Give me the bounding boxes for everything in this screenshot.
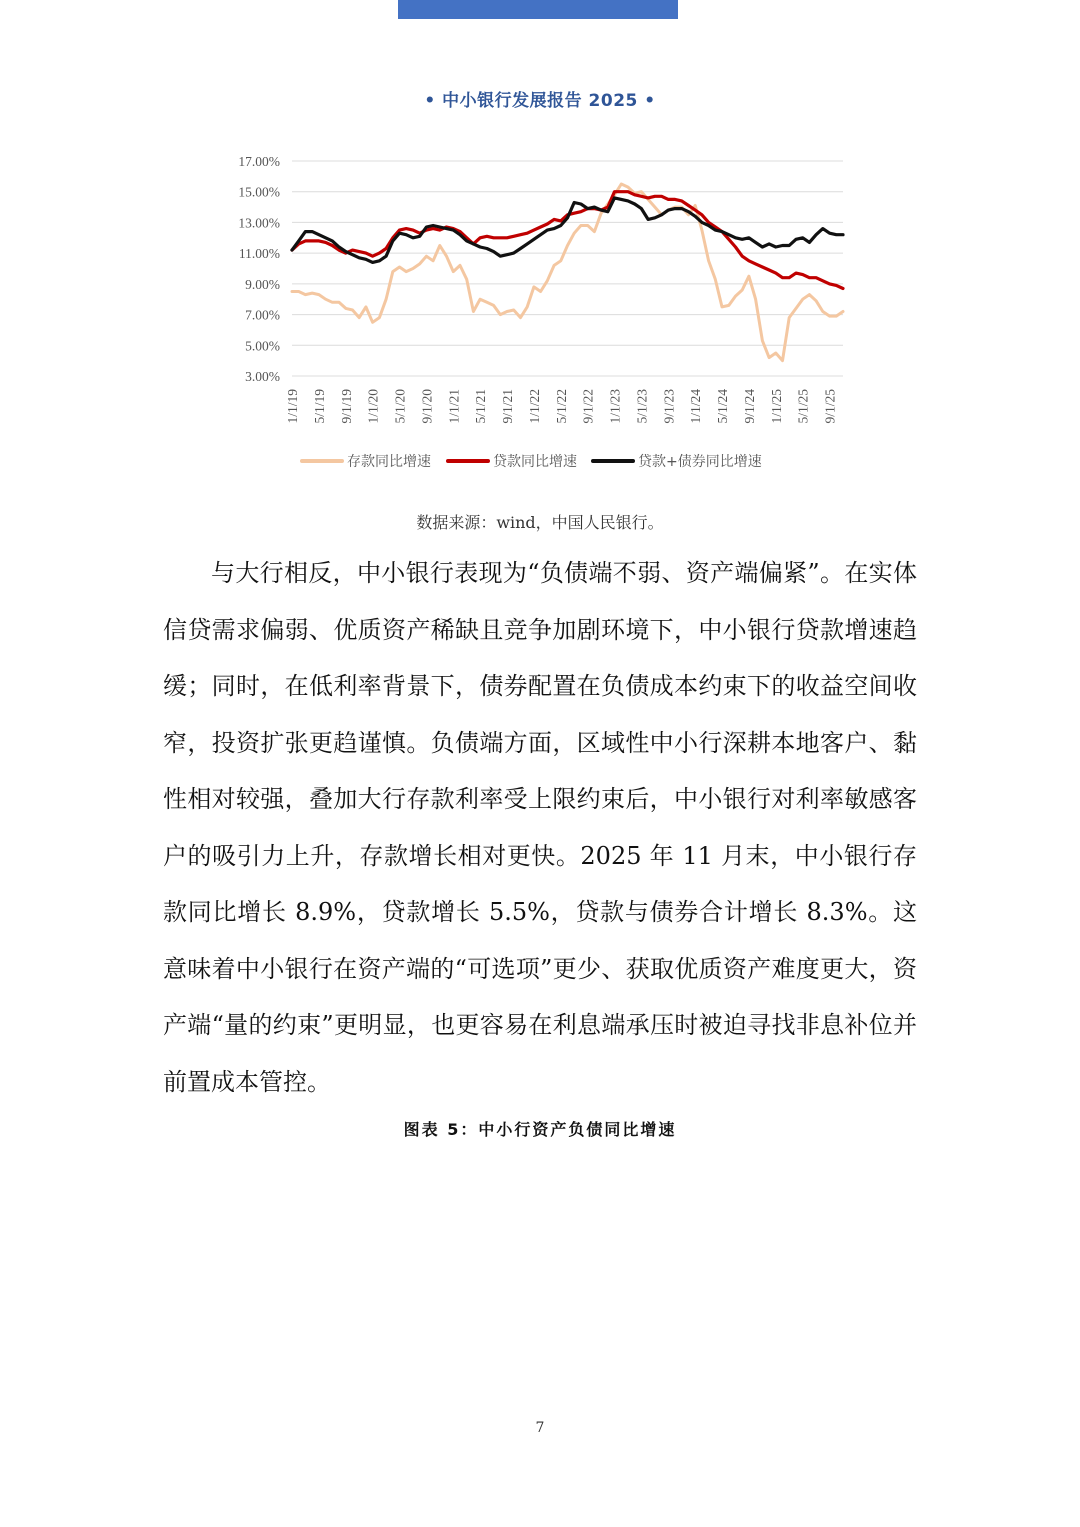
x-tick-label: 9/1/20 — [419, 389, 435, 424]
page-number: 7 — [535, 1420, 545, 1436]
x-tick-label: 5/1/19 — [311, 389, 327, 424]
x-tick-label: 5/1/22 — [553, 389, 569, 424]
x-tick-label: 9/1/25 — [822, 389, 838, 424]
series-line-1 — [292, 184, 843, 361]
x-tick-label: 9/1/23 — [661, 389, 677, 424]
header-accent-bar — [398, 0, 678, 19]
growth-rate-line-chart — [205, 140, 865, 485]
x-tick-label: 9/1/19 — [338, 389, 354, 424]
x-tick-label: 1/1/25 — [768, 389, 784, 424]
x-tick-label: 9/1/21 — [500, 389, 516, 424]
x-tick-label: 5/1/20 — [392, 389, 408, 424]
x-tick-label: 5/1/21 — [473, 389, 489, 424]
running-header: • 中小银行发展报告 2025 • — [424, 91, 656, 111]
x-tick-label: 5/1/25 — [795, 389, 811, 424]
chart-gridlines — [292, 161, 843, 376]
y-tick-label: 9.00% — [245, 276, 280, 292]
x-tick-label: 9/1/24 — [741, 389, 757, 424]
x-tick-label: 1/1/21 — [446, 389, 462, 424]
x-tick-label: 1/1/24 — [688, 389, 704, 424]
x-tick-label: 5/1/24 — [715, 389, 731, 424]
x-tick-label: 5/1/23 — [634, 389, 650, 424]
y-tick-label: 3.00% — [245, 369, 280, 384]
x-tick-label: 1/1/19 — [285, 389, 300, 424]
y-axis-ticks — [238, 154, 280, 384]
y-tick-label: 15.00% — [238, 184, 280, 200]
x-tick-label: 1/1/20 — [365, 389, 381, 424]
body-paragraph: 与大行相反，中小银行表现为“负债端不弱、资产端偏紧”。在实体信贷需求偏弱、优质资产稀缺且竞争加剧环境下，中小银行贷款增速趋缓；同时，在低利率背景下，债券配置在负债成本约束下的收益空间收窄，投资扩张更趋谨慎。负债端方面，区域性中小行深耕本地客户、黏性相对较强，叠加大行存款利率受上限约束后，中小银行对利率敏感客户的吸引力上升，存款增长相对更快。2025 年 11 月末，中小银行存款同比增长 8.9%，贷款增长 5.5%，贷款与债券合计增长 8.3%。这意味着中小银行在资产端的“可选项”更少、获取优质资产难度更大，资产端“量的约束”更明显，也更容易在利息端承压时被迫寻找非息补位并前置成本管控。 — [163, 559, 917, 1096]
y-tick-label: 7.00% — [245, 307, 280, 323]
x-tick-label: 1/1/22 — [526, 389, 542, 424]
y-tick-label: 5.00% — [245, 338, 280, 354]
x-tick-label: 9/1/22 — [580, 389, 596, 424]
series-line-2 — [292, 192, 843, 289]
figure-source-note: 数据来源：wind，中国人民银行。 — [416, 513, 664, 532]
figure-5-caption: 图表 5：中小行资产负债同比增速 — [403, 1120, 677, 1139]
legend-label: 存款同比增速 — [347, 454, 431, 470]
y-tick-label: 13.00% — [238, 215, 280, 231]
chart-series — [292, 184, 843, 361]
chart-legend — [302, 453, 762, 470]
x-tick-label: 1/1/23 — [607, 389, 623, 424]
legend-label: 贷款同比增速 — [493, 454, 577, 470]
y-tick-label: 17.00% — [238, 154, 280, 169]
x-axis-ticks — [285, 389, 838, 424]
y-tick-label: 11.00% — [238, 246, 280, 262]
legend-label: 贷款+债券同比增速 — [638, 454, 762, 470]
